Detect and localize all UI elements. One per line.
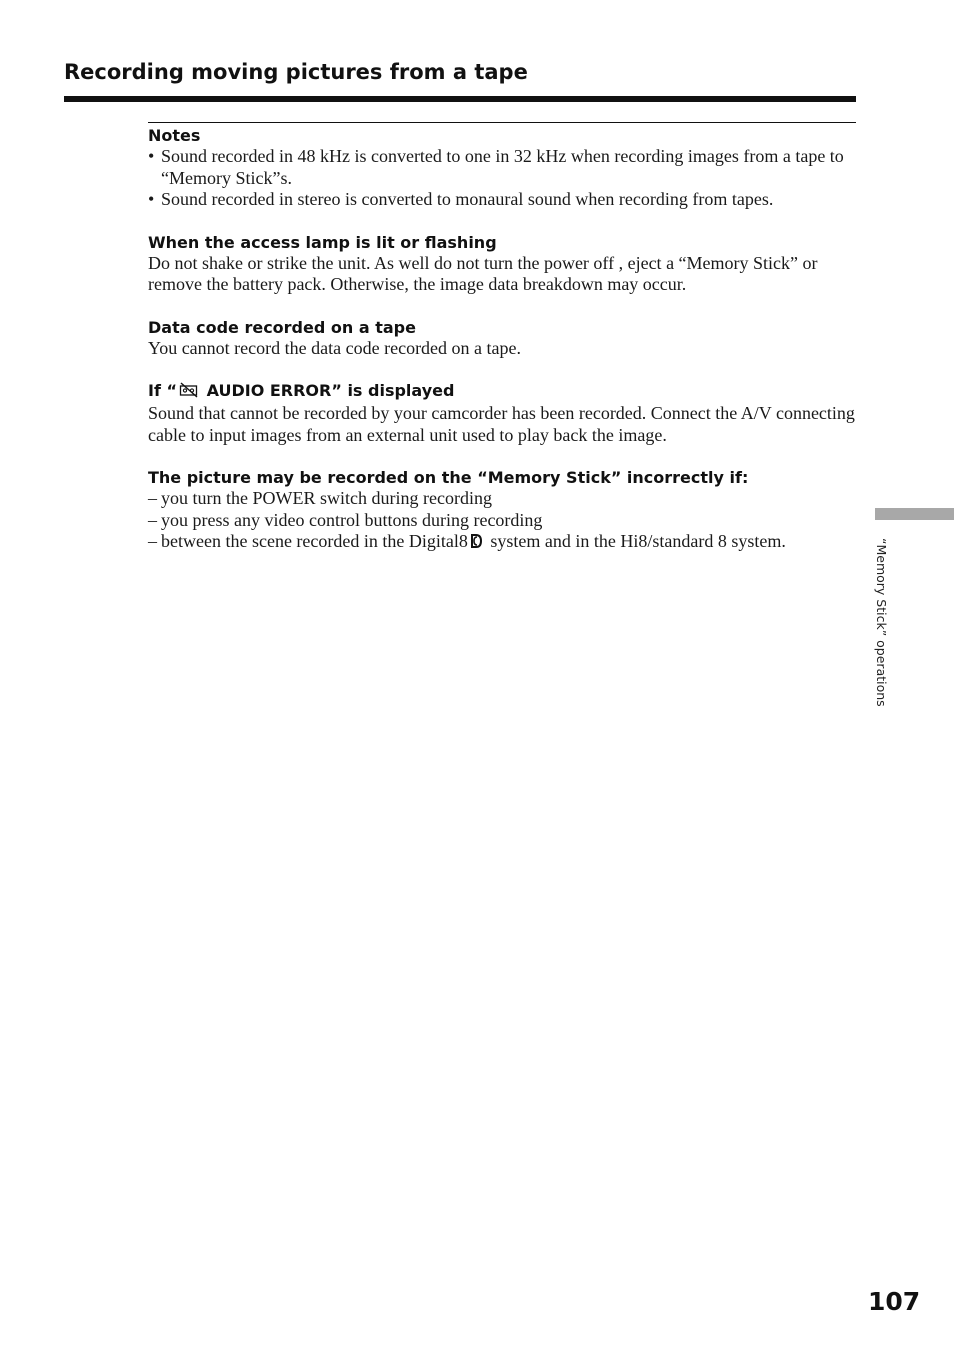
list-item-text: you press any video control buttons during recording bbox=[161, 509, 543, 530]
list-item bbox=[148, 189, 858, 211]
spacer bbox=[148, 446, 858, 467]
list-item-text-suffix: system and in the Hi8/standard 8 system. bbox=[485, 531, 786, 551]
incorrect-recording-heading: The picture may be recorded on the “Memory Stick” incorrectly if: bbox=[148, 468, 749, 487]
notes-rule bbox=[148, 122, 856, 123]
title-rule bbox=[64, 96, 856, 102]
list-item-text: Sound recorded in 48 kHz is converted to one in 32 kHz when recording images from a tape to “Memory Stick”s. bbox=[161, 146, 844, 188]
list-item bbox=[148, 488, 858, 510]
audio-error-heading-suffix: AUDIO ERROR” is displayed bbox=[201, 381, 455, 400]
dash-marker: – bbox=[148, 531, 157, 551]
incorrect-recording-list bbox=[148, 488, 858, 555]
list-item bbox=[148, 510, 858, 532]
list-item-text-prefix: between the scene recorded in the Digital8 bbox=[161, 531, 468, 551]
page-number: 107 bbox=[868, 1287, 921, 1316]
list-item bbox=[148, 531, 858, 555]
bullet-marker: • bbox=[148, 146, 155, 166]
spacer bbox=[148, 359, 858, 380]
data-code-body: You cannot record the data code recorded on a tape. bbox=[148, 337, 522, 358]
audio-error-section bbox=[148, 380, 858, 446]
bullet-marker: • bbox=[148, 189, 155, 209]
list-item-text: you turn the POWER switch during recording bbox=[161, 488, 492, 508]
audio-error-body: Sound that cannot be recorded by your camcorder has been recorded. Connect the A/V connecting cable to input images from an external unit used to play back the image. bbox=[148, 403, 855, 445]
spacer bbox=[148, 211, 858, 232]
data-code-section bbox=[148, 317, 858, 360]
dash-marker: – bbox=[148, 509, 157, 530]
notes-section bbox=[148, 125, 858, 211]
list-item bbox=[148, 146, 858, 189]
section-side-label: “Memory Stick” operations bbox=[874, 538, 889, 707]
access-lamp-body: Do not shake or strike the unit. As well do not turn the power off , eject a “Memory Stick” or remove the battery pack. Otherwise, the image data breakdown may occur. bbox=[148, 252, 818, 294]
section-tab-marker bbox=[875, 508, 954, 520]
audio-error-heading bbox=[148, 380, 858, 403]
audio-error-heading-prefix: If “ bbox=[148, 381, 177, 400]
access-lamp-section bbox=[148, 232, 858, 296]
data-code-heading: Data code recorded on a tape bbox=[148, 317, 416, 337]
page-title: Recording moving pictures from a tape bbox=[64, 60, 528, 84]
no-tape-icon bbox=[179, 382, 199, 403]
dash-marker: – bbox=[148, 488, 157, 508]
digital8-logo-icon bbox=[470, 533, 484, 555]
incorrect-recording-section bbox=[148, 467, 858, 555]
page-content bbox=[148, 125, 858, 555]
list-item-text: Sound recorded in stereo is converted to monaural sound when recording from tapes. bbox=[161, 189, 774, 209]
access-lamp-heading: When the access lamp is lit or flashing bbox=[148, 232, 497, 252]
spacer bbox=[148, 296, 858, 317]
notes-heading: Notes bbox=[148, 126, 201, 145]
notes-list bbox=[148, 146, 858, 211]
